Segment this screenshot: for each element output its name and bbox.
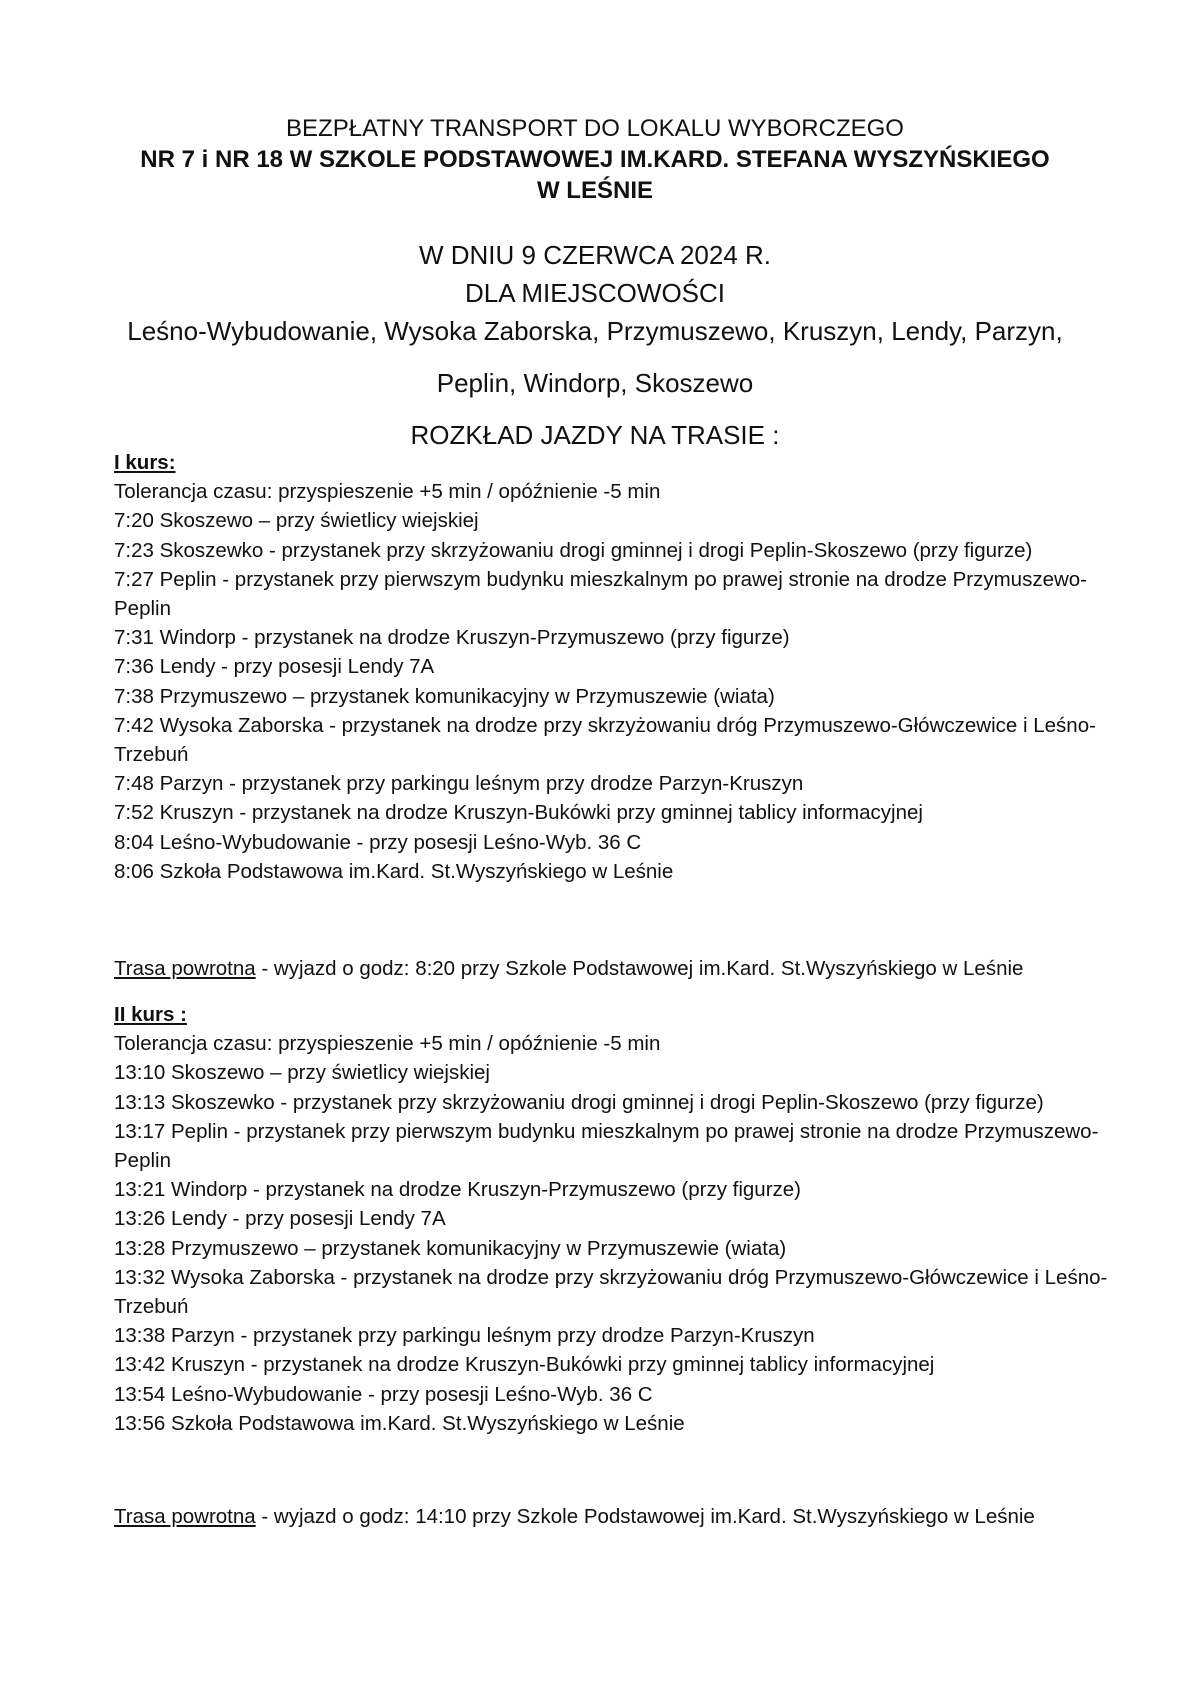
course-1-return — [114, 954, 1114, 983]
stop-item: 7:20 Skoszewo – przy świetlicy wiejskiej — [114, 509, 479, 533]
stop-item: 13:32 Wysoka Zaborska - przystanek na drodze przy skrzyżowaniu dróg Przymuszewo-Główczewice i Leśno-Trzebuń — [114, 1265, 1108, 1319]
stop-item: 7:23 Skoszewko - przystanek przy skrzyżowaniu drogi gminnej i drogi Peplin-Skoszewo (przy figurze) — [114, 538, 1033, 562]
places-list-1: Leśno-Wybudowanie, Wysoka Zaborska, Przymuszewo, Kruszyn, Lendy, Parzyn, — [127, 316, 1063, 346]
header-line-1: BEZPŁATNY TRANSPORT DO LOKALU WYBORCZEGO — [286, 115, 904, 142]
stop-item: 13:10 Skoszewo – przy świetlicy wiejskiej — [114, 1061, 490, 1085]
stop-item: 7:52 Kruszyn - przystanek na drodze Kruszyn-Bukówki przy gminnej tablicy informacyjnej — [114, 801, 923, 825]
stop-item: 13:26 Lendy - przy posesji Lendy 7A — [114, 1207, 446, 1231]
stop-item: 13:28 Przymuszewo – przystanek komunikacyjny w Przymuszewie (wiata) — [114, 1236, 787, 1260]
return-route-label: Trasa powrotna — [114, 1505, 256, 1528]
stop-item: 7:36 Lendy - przy posesji Lendy 7A — [114, 655, 435, 679]
course-2-return — [114, 1502, 1114, 1531]
document-header — [0, 113, 1190, 454]
stop-item: 13:42 Kruszyn - przystanek na drodze Kruszyn-Bukówki przy gminnej tablicy informacyjnej — [114, 1353, 935, 1377]
header-line-3: W LEŚNIE — [536, 177, 653, 204]
return-route-label: Trasa powrotna — [114, 957, 256, 980]
course-2-stop-list — [114, 1058, 1114, 1438]
course-2-title: II kurs : — [114, 1003, 187, 1026]
stop-item: 8:06 Szkoła Podstawowa im.Kard. St.Wyszyńskiego w Leśnie — [114, 859, 674, 883]
course-1-section — [114, 448, 1114, 886]
stop-item: 7:48 Parzyn - przystanek przy parkingu leśnym przy drodze Parzyn-Kruszyn — [114, 772, 804, 796]
course-2-section — [114, 1000, 1114, 1438]
course-2-tolerance: Tolerancja czasu: przyspieszenie +5 min / opóźnienie -5 min — [114, 1032, 661, 1056]
places-heading: DLA MIEJSCOWOŚCI — [464, 278, 726, 308]
election-date: W DNIU 9 CZERWCA 2024 R. — [418, 240, 772, 270]
stop-item: 8:04 Leśno-Wybudowanie - przy posesji Leśno-Wyb. 36 C — [114, 830, 642, 854]
stop-item: 13:17 Peplin - przystanek przy pierwszym budynku mieszkalnym po prawej stronie na drodze Przymuszewo-Peplin — [114, 1119, 1099, 1173]
stop-item: 13:21 Windorp - przystanek na drodze Kruszyn-Przymuszewo (przy figurze) — [114, 1178, 802, 1202]
schedule-title: ROZKŁAD JAZDY NA TRASIE : — [410, 420, 780, 450]
course-1-title: I kurs: — [114, 451, 176, 474]
stop-item: 13:54 Leśno-Wybudowanie - przy posesji Leśno-Wyb. 36 C — [114, 1382, 653, 1406]
course-1-tolerance: Tolerancja czasu: przyspieszenie +5 min / opóźnienie -5 min — [114, 480, 661, 504]
return-route-text: - wyjazd o godz: 8:20 przy Szkole Podstawowej im.Kard. St.Wyszyńskiego w Leśnie — [255, 957, 1024, 980]
stop-item: 7:27 Peplin - przystanek przy pierwszym budynku mieszkalnym po prawej stronie na drodze Przymuszewo-Peplin — [114, 567, 1088, 621]
places-list-2: Peplin, Windorp, Skoszewo — [436, 368, 754, 398]
stop-item: 7:42 Wysoka Zaborska - przystanek na drodze przy skrzyżowaniu dróg Przymuszewo-Główczewice i Leśno-Trzebuń — [114, 713, 1096, 767]
stop-item: 13:38 Parzyn - przystanek przy parkingu leśnym przy drodze Parzyn-Kruszyn — [114, 1324, 815, 1348]
stop-item: 7:38 Przymuszewo – przystanek komunikacyjny w Przymuszewie (wiata) — [114, 684, 775, 708]
stop-item: 13:13 Skoszewko - przystanek przy skrzyżowaniu drogi gminnej i drogi Peplin-Skoszewo (przy figurze) — [114, 1090, 1044, 1114]
course-1-stop-list — [114, 506, 1114, 886]
stop-item: 13:56 Szkoła Podstawowa im.Kard. St.Wyszyńskiego w Leśnie — [114, 1411, 685, 1435]
return-route-text: - wyjazd o godz: 14:10 przy Szkole Podstawowej im.Kard. St.Wyszyńskiego w Leśnie — [255, 1505, 1035, 1528]
stop-item: 7:31 Windorp - przystanek na drodze Kruszyn-Przymuszewo (przy figurze) — [114, 626, 790, 650]
header-line-2: NR 7 i NR 18 W SZKOLE PODSTAWOWEJ IM.KARD. STEFANA WYSZYŃSKIEGO — [140, 146, 1050, 173]
